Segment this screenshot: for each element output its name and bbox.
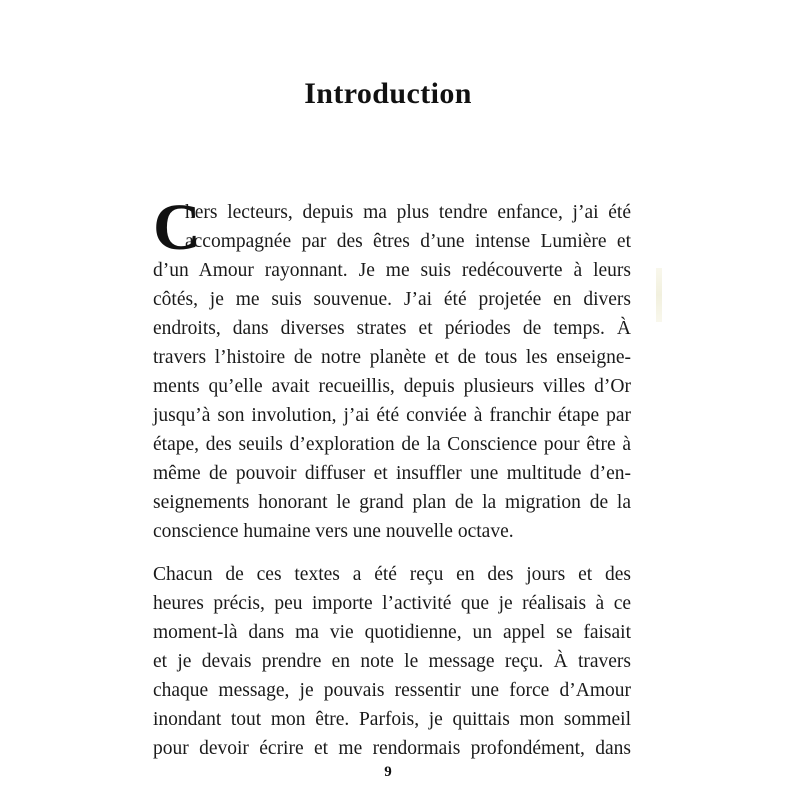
text-line: pour devoir écrire et me rendormais profondément, dans xyxy=(153,738,631,759)
page-edge-mark xyxy=(656,268,662,322)
text-line: et je devais prendre en note le message reçu. À travers xyxy=(153,651,631,672)
chapter-title: Introduction xyxy=(304,77,472,110)
text-line: inondant tout mon être. Parfois, je quittais mon sommeil xyxy=(153,709,631,730)
text-line: d’un Amour rayonnant. Je me suis redécouverte à leurs xyxy=(153,260,631,281)
body-text xyxy=(153,191,631,763)
page-number: 9 xyxy=(384,764,392,780)
text-line: moment-là dans ma vie quotidienne, un appel se faisait xyxy=(153,622,631,643)
text-line: ments qu’elle avait recueillis, depuis plusieurs villes d’Or xyxy=(153,376,631,397)
text-line: hers lecteurs, depuis ma plus tendre enfance, j’ai été xyxy=(185,202,631,223)
text-line: endroits, dans diverses strates et périodes de temps. À xyxy=(153,318,631,339)
paragraph-2 xyxy=(153,560,631,763)
paragraph-spacer xyxy=(153,546,631,560)
text-line: jusqu’à son involution, j’ai été conviée à franchir étape par xyxy=(153,405,631,426)
text-line: côtés, je me suis souvenue. J’ai été projetée en divers xyxy=(153,289,631,310)
paragraph-1 xyxy=(153,191,631,546)
text-line: chaque message, je pouvais ressentir une force d’Amour xyxy=(153,680,631,701)
text-line: étape, des seuils d’exploration de la Conscience pour être à xyxy=(153,434,631,455)
text-line: conscience humaine vers une nouvelle octave. xyxy=(153,521,514,542)
text-line: seignements honorant le grand plan de la migration de la xyxy=(153,492,631,513)
text-line: travers l’histoire de notre planète et de tous les enseigne- xyxy=(153,347,631,368)
text-line: accompagnée par des êtres d’une intense Lumière et xyxy=(185,231,631,252)
text-line: même de pouvoir diffuser et insuffler une multitude d’en- xyxy=(153,463,631,484)
text-line: heures précis, peu importe l’activité que je réalisais à ce xyxy=(153,593,631,614)
text-line: Chacun de ces textes a été reçu en des jours et des xyxy=(153,564,631,585)
drop-cap: C xyxy=(153,191,201,264)
